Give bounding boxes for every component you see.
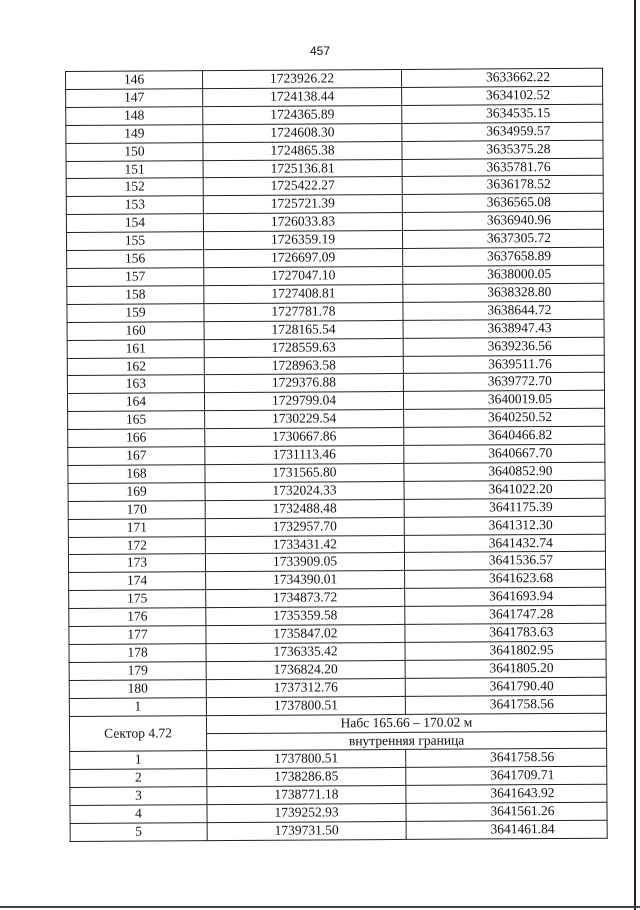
y-coordinate-cell: 3635375.28	[402, 140, 603, 159]
y-coordinate-cell: 3640250.52	[404, 408, 605, 427]
y-coordinate-cell: 3641022.20	[404, 480, 605, 499]
y-coordinate-cell: 3638328.80	[403, 283, 604, 302]
point-number-cell: 150	[66, 142, 203, 161]
y-coordinate-cell: 3641432.74	[404, 534, 605, 553]
point-number-cell: 173	[68, 554, 205, 573]
x-coordinate-cell: 1733431.42	[205, 535, 404, 554]
x-coordinate-cell: 1726359.19	[203, 231, 402, 250]
y-coordinate-cell: 3638947.43	[403, 319, 604, 338]
x-coordinate-cell: 1737312.76	[206, 678, 405, 697]
point-number-cell: 167	[68, 447, 205, 466]
x-coordinate-cell: 1737800.51	[206, 696, 405, 715]
y-coordinate-cell: 3641758.56	[406, 749, 607, 768]
point-number-cell: 160	[67, 321, 204, 340]
point-number-cell: 177	[69, 626, 206, 645]
point-number-cell: 162	[67, 357, 204, 376]
y-coordinate-cell: 3634102.52	[402, 86, 603, 105]
x-coordinate-cell: 1725422.27	[203, 177, 402, 196]
point-number-cell: 147	[66, 89, 203, 108]
x-coordinate-cell: 1727047.10	[204, 266, 403, 285]
point-number-cell: 176	[69, 608, 206, 627]
coordinates-table-body	[66, 68, 608, 841]
x-coordinate-cell: 1732957.70	[205, 517, 404, 536]
x-coordinate-cell: 1725721.39	[203, 195, 402, 214]
point-number-cell: 153	[66, 196, 203, 215]
point-number-cell: 4	[70, 805, 207, 824]
point-number-cell: 151	[66, 160, 203, 179]
y-coordinate-cell: 3640667.70	[404, 444, 605, 463]
point-number-cell: 149	[66, 124, 203, 143]
point-number-cell: 164	[67, 393, 204, 412]
point-number-cell: 174	[69, 572, 206, 591]
x-coordinate-cell: 1730667.86	[205, 428, 404, 447]
x-coordinate-cell: 1724365.89	[203, 105, 402, 124]
scan-edge-right	[634, 0, 636, 910]
point-number-cell: 161	[67, 339, 204, 358]
x-coordinate-cell: 1723926.22	[203, 69, 402, 88]
sector-label: Сектор 4.72	[69, 715, 206, 752]
point-number-cell: 169	[68, 482, 205, 501]
x-coordinate-cell: 1738286.85	[207, 768, 406, 787]
y-coordinate-cell: 3641623.68	[405, 570, 606, 589]
x-coordinate-cell: 1736824.20	[206, 660, 405, 679]
y-coordinate-cell: 3640466.82	[404, 426, 605, 445]
x-coordinate-cell: 1727781.78	[204, 302, 403, 321]
x-coordinate-cell: 1729376.88	[204, 374, 403, 393]
point-number-cell: 178	[69, 644, 206, 663]
y-coordinate-cell: 3639511.76	[403, 355, 604, 374]
x-coordinate-cell: 1726697.09	[204, 249, 403, 268]
y-coordinate-cell: 3636565.08	[402, 194, 603, 213]
point-number-cell: 175	[69, 590, 206, 609]
x-coordinate-cell: 1730229.54	[205, 410, 404, 429]
x-coordinate-cell: 1724865.38	[203, 141, 402, 160]
y-coordinate-cell: 3641783.63	[405, 623, 606, 642]
y-coordinate-cell: 3641461.84	[406, 820, 607, 839]
y-coordinate-cell: 3633662.22	[401, 68, 602, 87]
point-number-cell: 166	[68, 429, 205, 448]
x-coordinate-cell: 1728165.54	[204, 320, 403, 339]
point-number-cell: 180	[69, 679, 206, 698]
x-coordinate-cell: 1728559.63	[204, 338, 403, 357]
point-number-cell: 165	[68, 411, 205, 430]
x-coordinate-cell: 1737800.51	[207, 750, 406, 769]
x-coordinate-cell: 1724608.30	[203, 123, 402, 142]
scan-edge-bottom	[0, 906, 640, 908]
x-coordinate-cell: 1736335.42	[206, 642, 405, 661]
y-coordinate-cell: 3640019.05	[403, 391, 604, 410]
point-number-cell: 170	[68, 500, 205, 519]
y-coordinate-cell: 3636940.96	[402, 211, 603, 230]
y-coordinate-cell: 3637658.89	[403, 247, 604, 266]
x-coordinate-cell: 1734390.01	[206, 571, 405, 590]
x-coordinate-cell: 1728963.58	[204, 356, 403, 375]
table-row	[70, 820, 607, 841]
x-coordinate-cell: 1739252.93	[207, 804, 406, 823]
point-number-cell: 157	[67, 268, 204, 287]
y-coordinate-cell: 3641802.95	[405, 641, 606, 660]
y-coordinate-cell: 3636178.52	[402, 176, 603, 195]
y-coordinate-cell: 3641693.94	[405, 587, 606, 606]
x-coordinate-cell: 1731113.46	[205, 445, 404, 464]
y-coordinate-cell: 3639772.70	[403, 373, 604, 392]
y-coordinate-cell: 3641758.56	[405, 695, 606, 714]
y-coordinate-cell: 3641175.39	[404, 498, 605, 517]
point-number-cell: 163	[67, 375, 204, 394]
point-number-cell: 1	[70, 751, 207, 770]
point-number-cell: 156	[67, 250, 204, 269]
point-number-cell: 171	[68, 518, 205, 537]
y-coordinate-cell: 3634959.57	[402, 122, 603, 141]
y-coordinate-cell: 3640852.90	[404, 462, 605, 481]
y-coordinate-cell: 3641561.26	[406, 802, 607, 821]
x-coordinate-cell: 1732024.33	[205, 481, 404, 500]
y-coordinate-cell: 3641536.57	[404, 552, 605, 571]
x-coordinate-cell: 1725136.81	[203, 159, 402, 178]
x-coordinate-cell: 1729799.04	[204, 392, 403, 411]
y-coordinate-cell: 3641805.20	[405, 659, 606, 678]
y-coordinate-cell: 3639236.56	[403, 337, 604, 356]
point-number-cell: 146	[66, 71, 203, 90]
x-coordinate-cell: 1738771.18	[207, 786, 406, 805]
x-coordinate-cell: 1735359.58	[206, 607, 405, 626]
y-coordinate-cell: 3635781.76	[402, 158, 603, 177]
x-coordinate-cell: 1732488.48	[205, 499, 404, 518]
point-number-cell: 1	[69, 697, 206, 716]
y-coordinate-cell: 3638000.05	[403, 265, 604, 284]
sector-height-range: Набс 165.66 – 170.02 м	[206, 713, 606, 733]
x-coordinate-cell: 1733909.05	[205, 553, 404, 572]
point-number-cell: 5	[70, 823, 207, 842]
point-number-cell: 179	[69, 662, 206, 681]
y-coordinate-cell: 3641643.92	[406, 784, 607, 803]
point-number-cell: 158	[67, 286, 204, 305]
point-number-cell: 155	[66, 232, 203, 251]
point-number-cell: 2	[70, 769, 207, 788]
x-coordinate-cell: 1734873.72	[206, 589, 405, 608]
x-coordinate-cell: 1731565.80	[205, 463, 404, 482]
page-number: 457	[309, 44, 331, 58]
point-number-cell: 3	[70, 787, 207, 806]
y-coordinate-cell: 3641709.71	[406, 767, 607, 786]
x-coordinate-cell: 1727408.81	[204, 284, 403, 303]
y-coordinate-cell: 3637305.72	[402, 229, 603, 248]
sector-boundary-type: внутренняя граница	[207, 731, 607, 751]
point-number-cell: 159	[67, 303, 204, 322]
x-coordinate-cell: 1724138.44	[203, 87, 402, 106]
x-coordinate-cell: 1735847.02	[206, 625, 405, 644]
point-number-cell: 152	[66, 178, 203, 197]
point-number-cell: 168	[68, 465, 205, 484]
coordinates-table	[65, 68, 608, 842]
x-coordinate-cell: 1739731.50	[207, 821, 406, 840]
y-coordinate-cell: 3641790.40	[405, 677, 606, 696]
x-coordinate-cell: 1726033.83	[203, 213, 402, 232]
y-coordinate-cell: 3641312.30	[404, 516, 605, 535]
point-number-cell: 172	[68, 536, 205, 555]
y-coordinate-cell: 3638644.72	[403, 301, 604, 320]
point-number-cell: 148	[66, 106, 203, 125]
y-coordinate-cell: 3641747.28	[405, 605, 606, 624]
point-number-cell: 154	[66, 214, 203, 233]
y-coordinate-cell: 3634535.15	[402, 104, 603, 123]
